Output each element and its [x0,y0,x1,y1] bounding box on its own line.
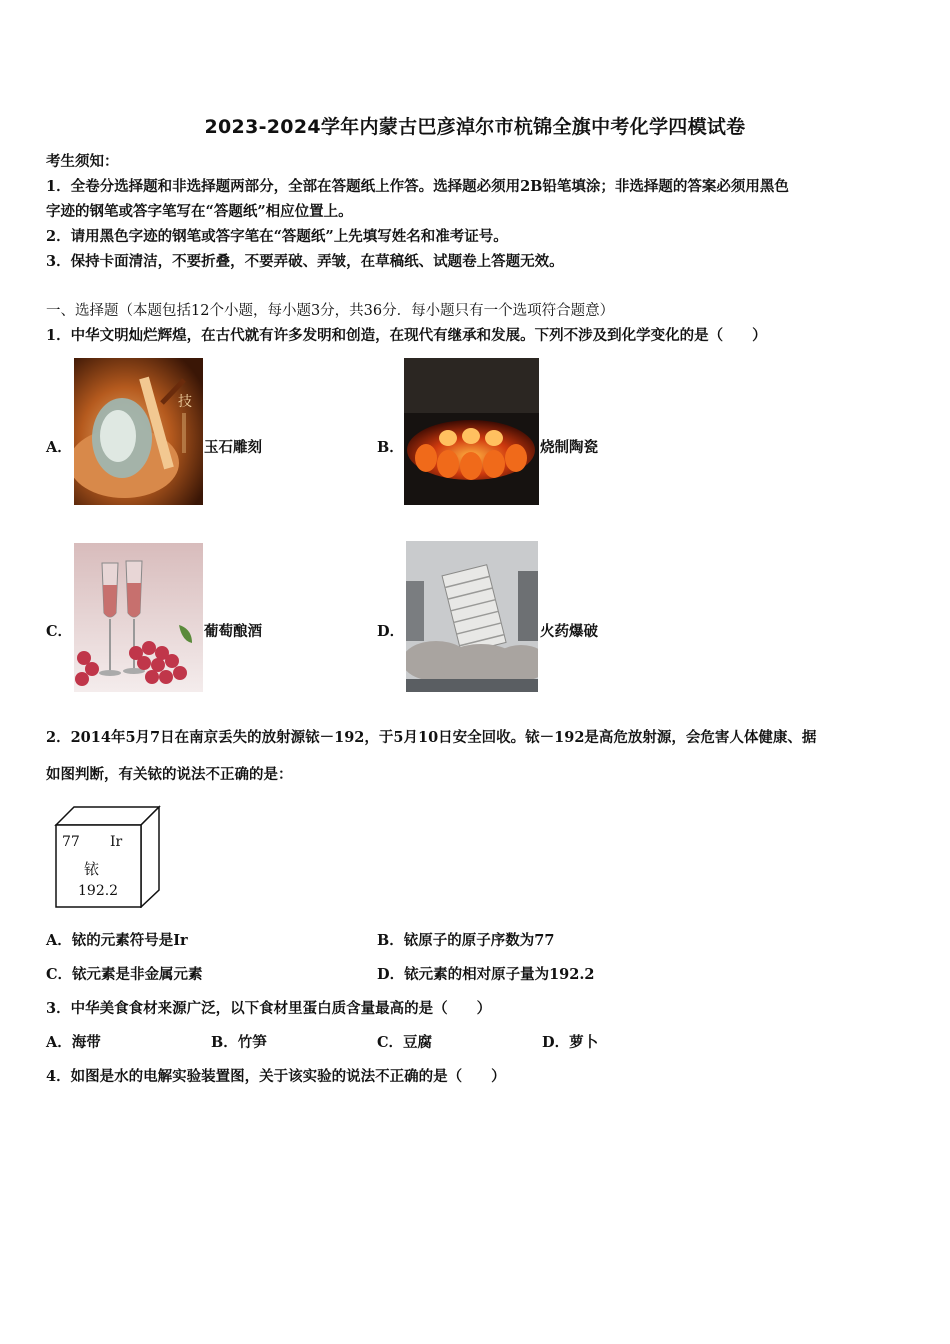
q3-option-c[interactable]: C．豆腐 [377,1034,433,1051]
question-1-stem: 1．中华文明灿烂辉煌，在古代就有许多发明和创造，在现代有继承和发展。下列不涉及到化学变化的是（ ） [46,327,767,344]
question-4-stem: 4．如图是水的电解实验装置图，关于该实验的说法不正确的是（ ） [46,1068,506,1085]
element-atomic-mass: 192.2 [78,883,119,899]
q2-option-d[interactable]: D．铱元素的相对原子量为192.2 [377,966,595,983]
demolition-image [406,541,538,692]
notice-item: 3．保持卡面清洁，不要折叠，不要弄破、弄皱，在草稿纸、试题卷上答题无效。 [46,253,564,270]
q1-option-c-caption: 葡萄酿酒 [204,623,262,640]
element-symbol: Ir [110,834,123,850]
wine-grapes-image [74,543,203,692]
q1-option-d-letter[interactable]: D． [377,623,405,640]
jade-carving-image [74,358,203,505]
notice-item: 字迹的钢笔或答字笔写在“答题纸”相应位置上。 [46,203,353,220]
ceramic-firing-image [404,358,539,505]
page-title: 2023-2024学年内蒙古巴彦淖尔市杭锦全旗中考化学四模试卷 [204,116,746,138]
q1-option-d-caption: 火药爆破 [540,623,598,640]
notice-item: 1．全卷分选择题和非选择题两部分，全部在答题纸上作答。选择题必须用2B铅笔填涂；非选择题的答案必须用黑色 [46,178,789,195]
q3-option-a[interactable]: A．海带 [46,1034,101,1051]
notice-heading: 考生须知： [46,153,119,170]
q2-option-c[interactable]: C．铱元素是非金属元素 [46,966,203,983]
q1-option-b-letter[interactable]: B． [377,439,404,456]
q1-option-a-caption: 玉石雕刻 [204,439,262,456]
notice-item: 2．请用黑色字迹的钢笔或答字笔在“答题纸”上先填写姓名和准考证号。 [46,228,508,245]
q1-option-b-caption: 烧制陶瓷 [540,439,598,456]
question-3-stem: 3．中华美食食材来源广泛，以下食材里蛋白质含量最高的是（ ） [46,1000,492,1017]
q2-option-a[interactable]: A．铱的元素符号是Ir [46,932,188,949]
q2-option-b[interactable]: B．铱原子的原子序数为77 [377,932,555,949]
q1-option-a-letter[interactable]: A． [46,439,72,456]
element-atomic-number: 77 [62,834,80,850]
element-name: 铱 [84,860,100,878]
section-heading: 一、选择题（本题包括12个小题，每小题3分，共36分．每小题只有一个选项符合题意） [46,303,615,319]
q1-option-c-letter[interactable]: C． [46,623,73,640]
question-2-stem: 2．2014年5月7日在南京丢失的放射源铱－192，于5月10日安全回收。铱－192是高危放射源，会危害人体健康、据 [46,729,817,746]
q3-option-b[interactable]: B．竹笋 [211,1034,267,1051]
svg-text:技: 技 [178,394,192,410]
question-2-stem-line2: 如图判断，有关铱的说法不正确的是： [46,766,293,783]
q3-option-d[interactable]: D．萝卜 [542,1034,599,1051]
